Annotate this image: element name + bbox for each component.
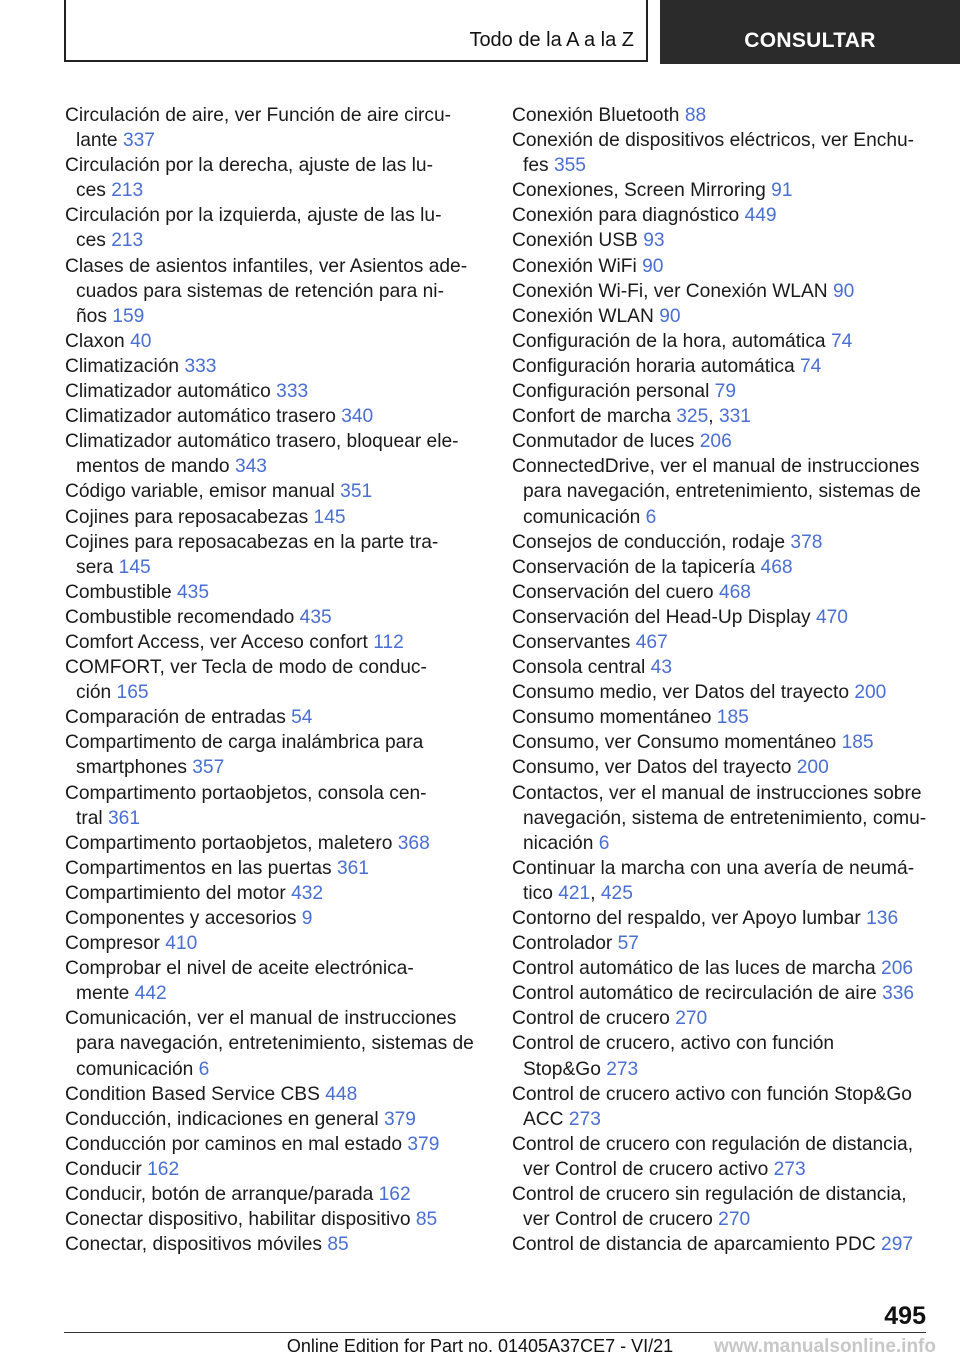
index-entry <box>65 203 477 253</box>
index-entry-text: Consumo, ver Consumo momentáneo <box>512 732 837 754</box>
page-reference-link[interactable]: 145 <box>313 506 346 528</box>
index-entry-text: Conexión Bluetooth <box>512 105 680 126</box>
page-reference-link[interactable]: 90 <box>642 255 664 277</box>
index-entry-text: Conexión Wi-Fi, ver Conexión WLAN <box>512 280 828 302</box>
index-entry <box>512 605 924 630</box>
index-entry-text: Climatizador automático trasero, bloquear ele- <box>65 431 459 453</box>
page-reference-link[interactable]: 9 <box>301 908 313 929</box>
index-entry-text: Circulación por la izquierda, ajuste de las lu- <box>65 205 442 227</box>
index-entry-text: Conectar, dispositivos móviles <box>65 1234 323 1256</box>
index-entry <box>65 630 477 655</box>
consultar-tab[interactable]: CONSULTAR <box>660 0 960 64</box>
index-entry-text: Consumo momentáneo <box>512 707 712 729</box>
index-entry <box>512 1132 924 1182</box>
index-entry-text: Comunicación, ver el manual de instrucciones <box>65 1008 457 1030</box>
page-reference-link[interactable]: 93 <box>643 230 665 252</box>
page-reference-link[interactable]: 325 <box>676 406 709 428</box>
index-entry-text: Conectar dispositivo, habilitar dispositivo <box>65 1209 411 1231</box>
index-entry-text: Componentes y accesorios <box>65 908 297 929</box>
index-entry-text: Controlador <box>512 933 613 955</box>
index-entry-text: para navegación, entretenimiento, sistemas de <box>523 481 921 503</box>
page-reference-link[interactable]: 270 <box>675 1008 708 1030</box>
page-reference-link[interactable]: 333 <box>184 355 217 377</box>
index-entry <box>512 354 924 379</box>
index-entry-text: ConnectedDrive, ver el manual de instrucciones <box>512 456 920 478</box>
index-entry-text: sera <box>76 556 114 578</box>
watermark: www.manualsonline.info <box>713 1336 936 1357</box>
index-entry <box>65 906 477 931</box>
index-entry-text: Compresor <box>65 933 160 955</box>
index-entry-text: Configuración horaria automática <box>512 355 795 377</box>
page-reference-link[interactable]: 378 <box>790 531 823 553</box>
index-entry-text: Compartimento portaobjetos, consola cen- <box>65 782 427 804</box>
index-entry <box>512 981 924 1006</box>
index-entry <box>65 655 477 705</box>
page-reference-link[interactable]: 379 <box>407 1133 440 1155</box>
index-entry <box>512 630 924 655</box>
page-reference-link[interactable]: 273 <box>606 1058 639 1080</box>
page-reference-link[interactable]: 74 <box>800 355 822 377</box>
page-reference-link[interactable]: 206 <box>699 431 732 453</box>
index-entry-text: Configuración personal <box>512 381 710 403</box>
index-entry <box>512 680 924 705</box>
index-entry <box>512 705 924 730</box>
index-entry-text: ver Control de crucero activo <box>523 1158 769 1180</box>
page-reference-link[interactable]: 336 <box>882 983 915 1005</box>
index-entry <box>512 1031 924 1081</box>
page-reference-link[interactable]: 43 <box>650 657 673 679</box>
index-entry-text: Combustible recomendado <box>65 606 295 628</box>
page-reference-link[interactable]: 333 <box>276 381 309 403</box>
index-entry <box>512 379 924 404</box>
index-entry-text: Stop&Go <box>523 1058 601 1080</box>
index-entry <box>65 831 477 856</box>
page-reference-link[interactable]: 90 <box>832 280 855 302</box>
section-title-box <box>64 0 648 62</box>
index-entry-text: Confort de marcha <box>512 406 671 428</box>
index-entry: Confort de marcha 325, 331 <box>512 406 751 428</box>
index-entry-text: Compartimentos en las puertas <box>65 857 332 879</box>
page-reference-link[interactable]: 357 <box>192 757 225 779</box>
index-entry-text: fes <box>523 155 549 177</box>
index-entry-text: ción <box>76 682 112 704</box>
index-entry-text: Conservación del cuero <box>512 581 714 603</box>
page-reference-link[interactable]: 185 <box>716 707 749 729</box>
page-reference-link[interactable]: 206 <box>881 958 914 980</box>
page-reference-link[interactable]: 340 <box>341 406 374 428</box>
page-reference-link[interactable]: 90 <box>659 305 681 327</box>
index-entry-text: ACC <box>523 1108 564 1130</box>
index-entry-text: Conexión WiFi <box>512 255 637 277</box>
page-reference-link[interactable]: 470 <box>815 606 848 628</box>
index-entry-text: Consumo medio, ver Datos del trayecto <box>512 682 849 704</box>
index-entry-text: Compartimento portaobjetos, maletero <box>65 832 393 854</box>
index-entry <box>65 856 477 881</box>
index-entry <box>512 103 924 128</box>
page-reference-link[interactable]: 6 <box>645 506 657 528</box>
index-entry-text: cuados para sistemas de retención para ni- <box>76 280 444 302</box>
index-entry <box>65 379 477 404</box>
index-entry-text: nicación <box>523 832 594 854</box>
index-entry <box>512 329 924 354</box>
page-reference-link[interactable]: 85 <box>327 1234 349 1256</box>
index-entry <box>65 103 477 153</box>
index-entry-text: Control de crucero, activo con función <box>512 1033 835 1055</box>
page-reference-link[interactable]: 448 <box>325 1083 358 1105</box>
page-reference-link[interactable]: 449 <box>744 205 777 227</box>
index-entry <box>512 203 924 228</box>
index-entry-text: navegación, sistema de entretenimiento, comu- <box>523 807 927 829</box>
page-reference-link[interactable]: 331 <box>718 406 751 428</box>
index-entry-text: Conexión para diagnóstico <box>512 205 740 227</box>
index-entry <box>65 1107 477 1132</box>
index-entry-text: ver Control de crucero <box>523 1209 713 1231</box>
section-title: Todo de la A a la Z <box>469 29 634 51</box>
page-reference-link[interactable]: 468 <box>718 581 751 603</box>
index-entry-text: Contorno del respaldo, ver Apoyo lumbar <box>512 908 861 929</box>
index-entry-text: para navegación, entretenimiento, sistemas de <box>76 1033 474 1055</box>
page-reference-link[interactable]: 57 <box>617 933 639 955</box>
page-reference-link[interactable]: 136 <box>866 908 899 929</box>
index-entry-text: Comprobar el nivel de aceite electrónica- <box>65 958 414 980</box>
page-reference-link[interactable]: 159 <box>112 305 145 327</box>
index-entry-text: Continuar la marcha con una avería de neumá- <box>512 857 915 879</box>
page-reference-link[interactable]: 79 <box>714 381 737 403</box>
page-header <box>0 0 960 66</box>
index-entry-text: Conexión USB <box>512 230 638 252</box>
index-entry <box>65 429 477 479</box>
index-entry-text: Compartimento de carga inalámbrica para <box>65 732 424 754</box>
index-entry-text: Control de distancia de aparcamiento PDC <box>512 1234 876 1256</box>
index-entry-text: smartphones <box>76 757 187 779</box>
index-entry <box>512 454 924 529</box>
page-reference-link[interactable]: 379 <box>383 1108 416 1130</box>
index-entry-text: ces <box>76 180 106 202</box>
index-entry <box>512 1006 924 1031</box>
index-entry <box>512 279 924 304</box>
footer-edition-text: Online Edition for Part no. 01405A37CE7 - VI/21 <box>286 1336 674 1356</box>
index-entry <box>512 781 927 856</box>
page-reference-link[interactable]: 273 <box>568 1108 601 1130</box>
index-entry-text: Conexiones, Screen Mirroring <box>512 180 766 202</box>
index-entry <box>512 1232 924 1257</box>
index-entry-text: Claxon <box>65 330 125 352</box>
page-reference-link[interactable]: 435 <box>177 581 210 603</box>
index-entry-text: Control automático de recirculación de aire <box>512 983 877 1005</box>
index-entry <box>512 1082 924 1132</box>
index-entry <box>65 404 477 429</box>
index-entry-text: comunicación <box>76 1058 194 1080</box>
index-entry <box>512 906 924 931</box>
index-entry-text: Conservantes <box>512 631 631 653</box>
index-entry-text: Cojines para reposacabezas en la parte tra- <box>65 531 439 553</box>
footer-divider <box>64 1332 926 1333</box>
page-reference-link[interactable]: 85 <box>415 1209 438 1231</box>
index-entry <box>512 228 924 253</box>
index-entry-text: Consumo, ver Datos del trayecto <box>512 757 792 779</box>
index-entry <box>512 530 924 555</box>
index-entry-text: Climatización <box>65 355 180 377</box>
page-reference-link[interactable]: 442 <box>134 983 167 1005</box>
index-entry <box>65 580 477 605</box>
page-reference-link[interactable]: 368 <box>397 832 430 854</box>
index-entry-text: Conducción por caminos en mal estado <box>65 1133 403 1155</box>
index-entry <box>512 429 924 454</box>
index-entry <box>65 881 477 906</box>
index-entry-text: Configuración de la hora, automática <box>512 330 826 352</box>
index-entry-text: Circulación de aire, ver Función de aire circu- <box>65 105 452 126</box>
index-entry-text: lante <box>76 130 118 152</box>
index-entry <box>65 153 477 203</box>
index-entry-text: Control automático de las luces de marcha <box>512 958 876 980</box>
index-entry <box>65 354 477 379</box>
page-reference-link[interactable]: 355 <box>553 155 586 177</box>
index-entry-text: Comparación de entradas <box>65 707 286 729</box>
index-entry <box>65 530 477 580</box>
index-entry <box>512 555 924 580</box>
page-reference-link[interactable]: 421 <box>558 882 591 904</box>
page-reference-link[interactable]: 361 <box>336 857 369 879</box>
page-reference-link[interactable]: 112 <box>373 631 404 653</box>
index-entry <box>65 605 477 630</box>
index-entry-text: Control de crucero <box>512 1008 670 1030</box>
index-entry-text: mentos de mando <box>76 456 230 478</box>
index-entry-text: Conexión WLAN <box>512 305 654 327</box>
page-reference-link[interactable]: 162 <box>378 1184 411 1206</box>
index-entry-text: tral <box>76 807 103 829</box>
index-entry-text: Conservación de la tapicería <box>512 556 756 578</box>
index-column-left <box>65 103 477 1257</box>
index-entry-text: Conducir, botón de arranque/parada <box>65 1184 374 1206</box>
index-entry-text: Control de crucero con regulación de distancia, <box>512 1133 914 1155</box>
index-entry <box>65 1182 477 1207</box>
index-entry-text: Consejos de conducción, rodaje <box>512 531 786 553</box>
index-entry-text: Combustible <box>65 581 172 603</box>
index-entry-text: ces <box>76 230 106 252</box>
index-entry-text: Circulación por la derecha, ajuste de las lu- <box>65 155 433 177</box>
index-entry <box>65 505 477 530</box>
page-reference-link[interactable]: 361 <box>108 807 141 829</box>
index-entry-text: Consola central <box>512 657 646 679</box>
page-reference-link[interactable]: 6 <box>598 832 610 854</box>
index-entry-text: tico <box>523 882 553 904</box>
index-entry <box>65 329 477 354</box>
index-entry <box>65 254 477 329</box>
page-reference-link[interactable]: 145 <box>118 556 151 578</box>
page-reference-link[interactable]: 273 <box>773 1158 806 1180</box>
index-entry <box>65 1082 477 1107</box>
page-reference-link[interactable]: 425 <box>600 882 633 904</box>
index-entry <box>512 956 924 981</box>
index-entry <box>65 931 477 956</box>
index-entry-text: Conservación del Head-Up Display <box>512 606 811 628</box>
index-entry <box>512 580 924 605</box>
index-entry <box>512 254 924 279</box>
page-reference-link[interactable]: 432 <box>291 882 324 904</box>
page-reference-link[interactable]: 410 <box>165 933 198 955</box>
page-reference-link[interactable]: 185 <box>841 732 874 754</box>
page-reference-link[interactable]: 297 <box>881 1234 914 1256</box>
index-entry-text: Climatizador automático <box>65 381 271 403</box>
index-entry-text: ños <box>76 305 107 327</box>
page-reference-link[interactable]: 54 <box>291 707 313 729</box>
index-entry-text: Condition Based Service CBS <box>65 1083 320 1105</box>
page-reference-link[interactable]: 435 <box>299 606 332 628</box>
index-entry-text: Climatizador automático trasero <box>65 406 336 428</box>
index-entry <box>65 730 477 780</box>
index-entry <box>65 705 477 730</box>
index-entry <box>65 1232 477 1257</box>
page-reference-link[interactable]: 213 <box>111 180 144 202</box>
index-entry-text: Control de crucero sin regulación de distancia, <box>512 1184 907 1206</box>
page-number: 495 <box>884 1302 926 1330</box>
page-reference-link[interactable]: 91 <box>771 180 793 202</box>
page-reference-link[interactable]: 200 <box>796 757 829 779</box>
index-entry-text: Conducir <box>65 1158 142 1180</box>
index-entry: Continuar la marcha con una avería de neumá- tico 421, 425 <box>512 857 915 904</box>
index-entry-text: Código variable, emisor manual <box>65 481 335 503</box>
index-entry-text: Contactos, ver el manual de instrucciones sobre <box>512 782 922 804</box>
page-reference-link[interactable]: 343 <box>234 456 267 478</box>
index-entry-text: Compartimiento del motor <box>65 882 286 904</box>
page-reference-link[interactable]: 351 <box>340 481 373 503</box>
index-entry-text: Conmutador de luces <box>512 431 695 453</box>
page-reference-link[interactable]: 213 <box>111 230 144 252</box>
page-reference-link[interactable]: 270 <box>718 1209 751 1231</box>
index-entry <box>65 1006 477 1081</box>
index-entry <box>512 931 924 956</box>
page-reference-link[interactable]: 337 <box>122 130 155 152</box>
index-entry <box>512 304 924 329</box>
index-entry-text: Control de crucero activo con función Stop&Go <box>512 1083 912 1105</box>
index-entry <box>65 956 477 1006</box>
page-reference-link[interactable]: 162 <box>147 1158 180 1180</box>
index-entry <box>65 479 477 504</box>
page-reference-link[interactable]: 165 <box>116 682 149 704</box>
index-entry <box>65 1157 477 1182</box>
page-reference-link[interactable]: 6 <box>198 1058 210 1080</box>
index-entry-text: Cojines para reposacabezas <box>65 506 309 528</box>
index-entry-text: COMFORT, ver Tecla de modo de conduc- <box>65 657 427 679</box>
index-entry-text: Conexión de dispositivos eléctricos, ver Enchu- <box>512 130 915 152</box>
index-entry <box>512 730 924 755</box>
index-entry <box>65 1207 477 1232</box>
index-column-right <box>512 103 927 1257</box>
index-entry-text: Conducción, indicaciones en general <box>65 1108 379 1130</box>
index-entry-text: comunicación <box>523 506 641 528</box>
page-reference-link[interactable]: 200 <box>854 682 887 704</box>
page-reference-link[interactable]: 40 <box>130 330 152 352</box>
index-entry <box>65 781 477 831</box>
index-entry <box>512 178 924 203</box>
page-reference-link[interactable]: 88 <box>684 105 707 126</box>
index-entry <box>65 1132 477 1157</box>
index-entry-text: mente <box>76 983 130 1005</box>
index-entry-text: Clases de asientos infantiles, ver Asientos ade- <box>65 255 468 277</box>
index-entry-text: Comfort Access, ver Acceso confort <box>65 631 368 653</box>
index-entry <box>512 755 924 780</box>
index-entry <box>512 1182 924 1232</box>
index-entry <box>512 128 924 178</box>
index-entry <box>512 655 924 680</box>
page-reference-link[interactable]: 74 <box>830 330 853 352</box>
page-reference-link[interactable]: 468 <box>760 556 793 578</box>
page-reference-link[interactable]: 467 <box>635 631 668 653</box>
